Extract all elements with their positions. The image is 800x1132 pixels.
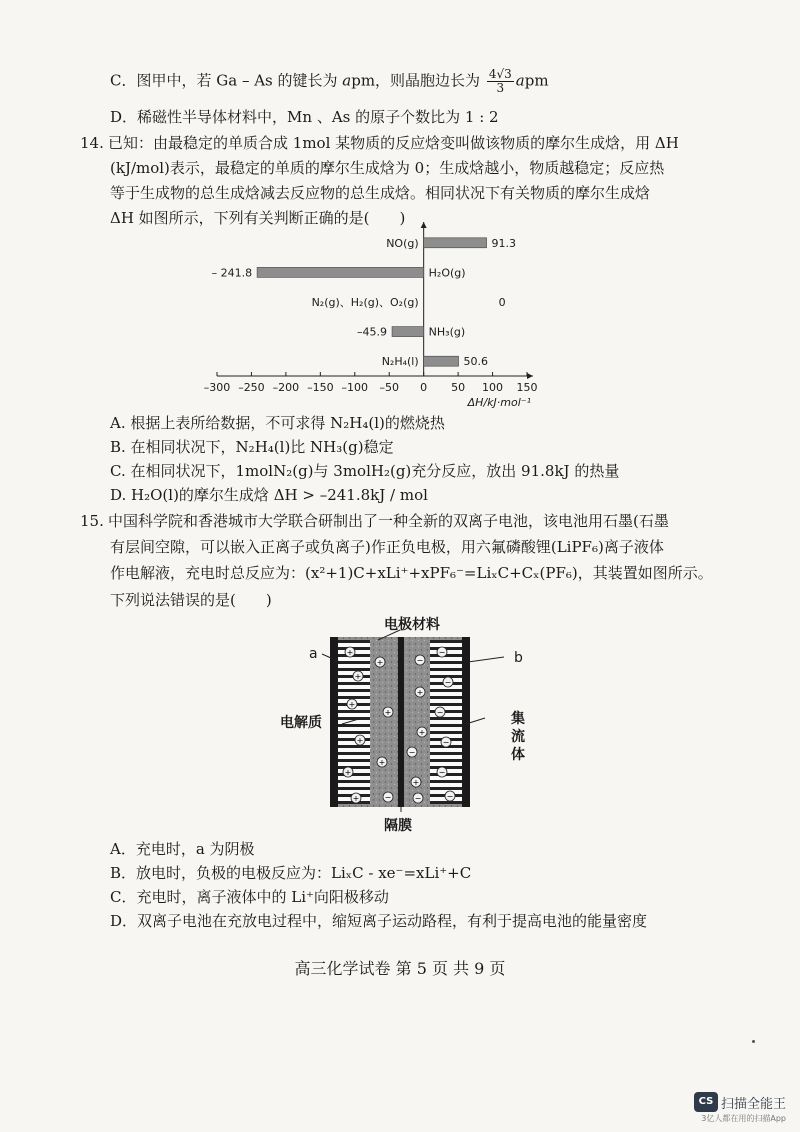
scan-speck bbox=[752, 1040, 755, 1043]
x-tick-label: –200 bbox=[272, 381, 300, 394]
x-tick-label: –100 bbox=[341, 381, 369, 394]
q15-option-d: D．双离子电池在充放电过程中，缩短离子运动路程，有利于提高电池的能量密度 bbox=[110, 912, 648, 930]
right-electrode bbox=[430, 640, 462, 804]
q14-option-a: A. 根据上表所给数据，不可求得 N₂H₄(l)的燃烧热 bbox=[110, 414, 445, 432]
ion-sign: − bbox=[442, 738, 450, 747]
ion-sign: + bbox=[356, 736, 364, 745]
ion-sign: + bbox=[378, 758, 386, 767]
chart-svg bbox=[200, 218, 560, 408]
ion-sign: + bbox=[352, 794, 360, 803]
q15-stem-4: 下列说法错误的是( ) bbox=[110, 591, 272, 609]
q15-option-c: C．充电时，离子液体中的 Li⁺向阳极移动 bbox=[110, 888, 389, 906]
category-label: NO(g) bbox=[386, 236, 419, 250]
q14-stem-1: 已知：由最稳定的单质合成 1mol 某物质的反应焓变叫做该物质的摩尔生成焓，用 ΔH bbox=[108, 134, 679, 152]
value-label: –45.9 bbox=[357, 325, 388, 339]
x-tick-label: 50 bbox=[451, 381, 466, 394]
x-tick-label: –50 bbox=[379, 381, 399, 394]
ion-sign: − bbox=[444, 678, 452, 687]
x-tick-label: –150 bbox=[307, 381, 334, 394]
q15-stem-1: 中国科学院和香港城市大学联合研制出了一种全新的双离子电池，该电池用石墨(石墨 bbox=[108, 512, 669, 530]
ion-sign: + bbox=[416, 688, 424, 697]
page-footer: 高三化学试卷 第 5 页 共 9 页 bbox=[294, 959, 506, 978]
q13-option-d: D．稀磁性半导体材料中，Mn 、As 的原子个数比为 1 : 2 bbox=[110, 108, 499, 126]
enthalpy-bar-chart bbox=[200, 218, 560, 408]
ion-sign: + bbox=[348, 700, 356, 709]
separator bbox=[398, 637, 404, 807]
x-tick-label: –250 bbox=[238, 381, 265, 394]
q14-stem-4: ΔH 如图所示，下列有关判断正确的是( ) bbox=[110, 209, 406, 227]
ion-sign: − bbox=[416, 656, 424, 665]
value-label: 0 bbox=[498, 296, 506, 309]
q13-option-c: C．图甲中，若 Ga – As 的键长为 apm，则晶胞边长为 $\frac{4√3}{3}$ apm bbox=[110, 67, 549, 95]
ion-sign: − bbox=[414, 794, 422, 803]
ion-sign: − bbox=[446, 792, 454, 801]
x-axis-label: ΔH/kJ·mol⁻¹ bbox=[467, 396, 531, 409]
bar-0 bbox=[424, 238, 487, 248]
ion-sign: + bbox=[412, 778, 420, 787]
category-label: H₂O(g) bbox=[428, 266, 466, 280]
label-collector: 集流体 bbox=[511, 711, 525, 763]
q15-number: 15. bbox=[80, 512, 104, 530]
x-tick-label: –300 bbox=[203, 381, 231, 394]
ion-sign: − bbox=[438, 768, 446, 777]
label-separator: 隔膜 bbox=[384, 818, 412, 834]
ion-sign: + bbox=[354, 672, 362, 681]
y-axis-arrow bbox=[421, 222, 427, 228]
bar-1 bbox=[257, 267, 424, 277]
ion-sign: + bbox=[376, 658, 384, 667]
category-label: NH₃(g) bbox=[428, 325, 466, 339]
label-b: b bbox=[514, 650, 523, 666]
q14-stem-2: (kJ/mol)表示，最稳定的单质的摩尔生成焓为 0；生成焓越小，物质越稳定；反应热 bbox=[110, 159, 665, 177]
q14-option-d: D. H₂O(l)的摩尔生成焓 ΔH > –241.8kJ / mol bbox=[110, 486, 428, 504]
ion-sign: + bbox=[346, 648, 354, 657]
bar-3 bbox=[392, 327, 424, 337]
q15-option-b: B．放电时，负极的电极反应为：LiₓC - xe⁻=xLi⁺+C bbox=[110, 864, 472, 882]
x-axis-arrow bbox=[527, 373, 533, 379]
ion-sign: + bbox=[384, 708, 392, 717]
left-electrode bbox=[338, 640, 370, 804]
ion-sign: + bbox=[344, 768, 352, 777]
x-tick-label: 150 bbox=[516, 381, 538, 394]
left-collector bbox=[330, 637, 338, 807]
x-tick-label: 0 bbox=[420, 381, 428, 394]
scanner-watermark bbox=[694, 1092, 786, 1124]
watermark-name: 扫描全能王 bbox=[720, 1096, 786, 1112]
ion-sign: − bbox=[438, 648, 446, 657]
ion-sign: − bbox=[408, 748, 416, 757]
watermark-sub: 3亿人都在用的扫描App bbox=[701, 1114, 786, 1123]
x-tick-label: 100 bbox=[482, 381, 504, 394]
q15-stem-2: 有层间空隙，可以嵌入正离子或负离子)作正负电极，用六氟磷酸锂(LiPF₆)离子液体 bbox=[110, 538, 664, 556]
label-electrode: 电极材料 bbox=[384, 617, 440, 633]
ion-sign: − bbox=[384, 793, 392, 802]
ion-sign: + bbox=[418, 728, 426, 737]
q14-number: 14. bbox=[80, 134, 104, 152]
value-label: 91.3 bbox=[491, 236, 517, 250]
bar-4 bbox=[424, 356, 459, 366]
ion-sign: − bbox=[436, 708, 444, 717]
scanner-logo-icon: CS bbox=[694, 1092, 718, 1112]
label-a: a bbox=[309, 646, 318, 662]
value-label: – 241.8 bbox=[211, 266, 253, 280]
fraction: $\frac{4√3}{3}$ bbox=[488, 67, 512, 95]
q14-option-b: B. 在相同状况下，N₂H₄(l)比 NH₃(g)稳定 bbox=[110, 438, 394, 456]
q14-option-c: C. 在相同状况下，1molN₂(g)与 3molH₂(g)充分反应，放出 91.8kJ 的热量 bbox=[110, 462, 620, 480]
category-label: N₂(g)、H₂(g)、O₂(g) bbox=[311, 296, 419, 309]
category-label: N₂H₄(l) bbox=[381, 355, 419, 369]
q15-stem-3: 作电解液，充电时总反应为：(x²+1)C+xLi⁺+xPF₆⁻=LiₓC+Cₓ(PF₆)，其装置如图所示。 bbox=[110, 564, 713, 582]
label-electrolyte: 电解质 bbox=[280, 715, 322, 731]
value-label: 50.6 bbox=[463, 355, 489, 369]
q14-stem-3: 等于生成物的总生成焓减去反应物的总生成焓。相同状况下有关物质的摩尔生成焓 bbox=[110, 184, 651, 202]
right-collector bbox=[462, 637, 470, 807]
q15-option-a: A．充电时，a 为阴极 bbox=[110, 840, 255, 858]
